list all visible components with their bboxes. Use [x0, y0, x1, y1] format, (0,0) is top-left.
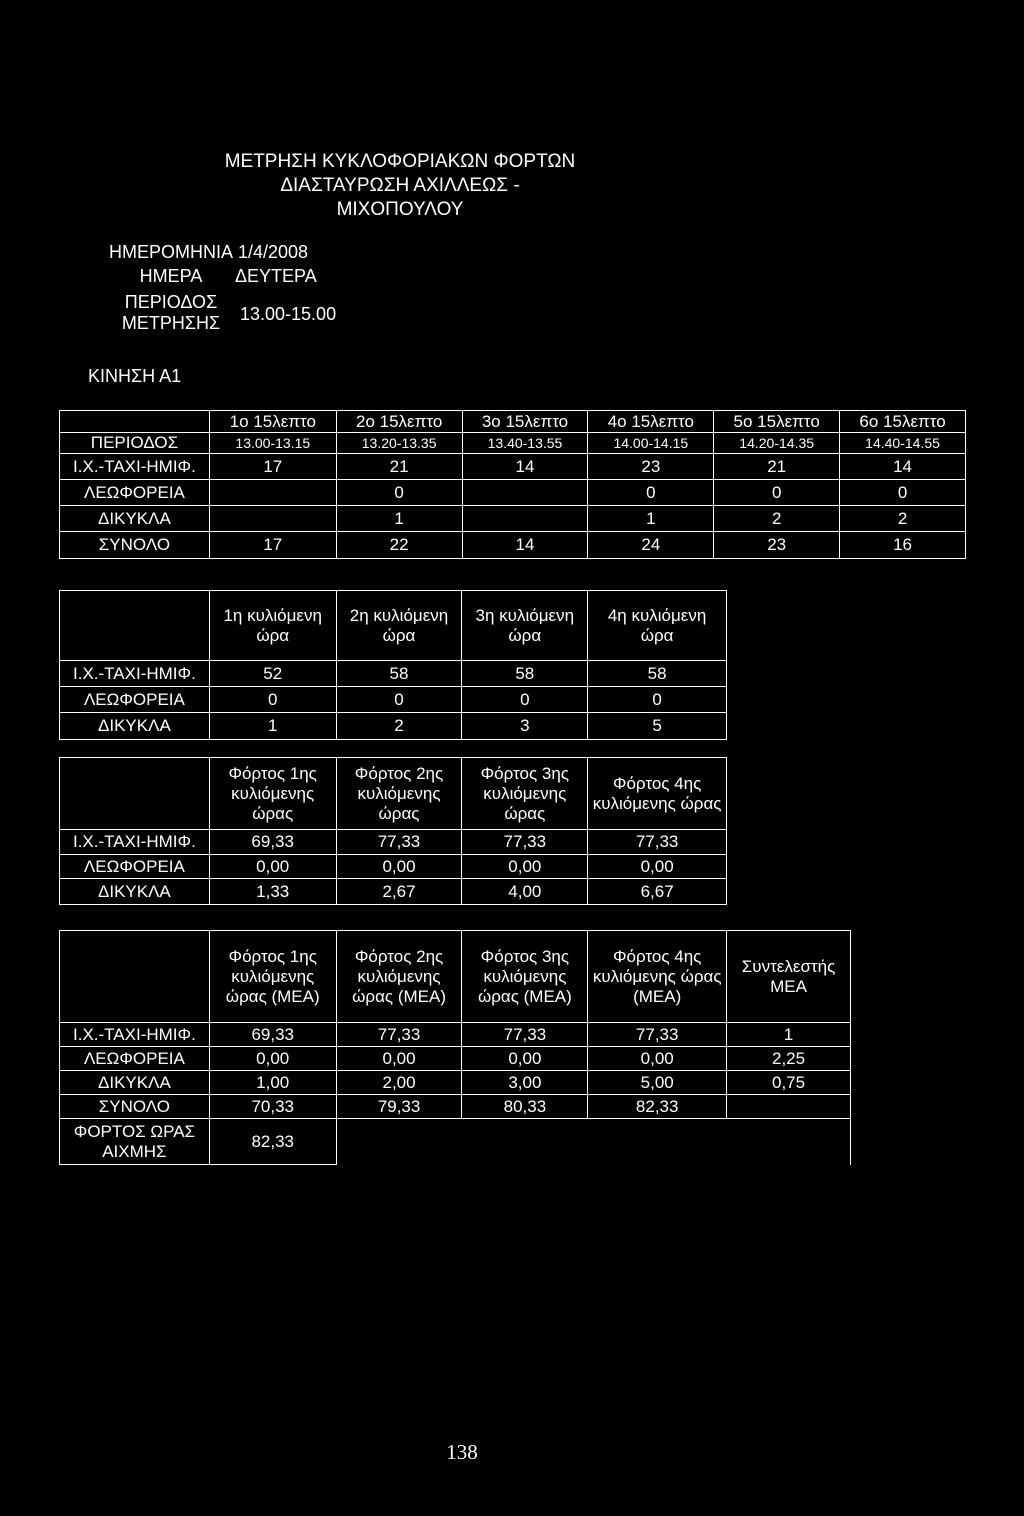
table3-header: Φόρτος 1ης κυλιόμενης ώρας	[209, 758, 336, 830]
table1-header: 2ο 15λεπτο	[336, 411, 462, 433]
table1-period-row: ΠΕΡΙΟΔΟΣ 13.00-13.15 13.20-13.35 13.40-13.55 14.00-14.15 14.20-14.35 14.40-14.55	[60, 433, 966, 454]
table-row: ΔΙΚΥΚΛΑ 1,00 2,00 3,00 5,00 0,75	[60, 1071, 851, 1095]
table-row: Ι.Χ.-ΤΑΧΙ-ΗΜΙΦ. 52 58 58 58	[60, 661, 727, 687]
date-value: 1/4/2008	[238, 242, 309, 262]
period-value: 13.00-15.00	[240, 304, 337, 324]
table1-header: 1ο 15λεπτο	[209, 411, 336, 433]
date-label: ΗΜΕΡΟΜΗΝΙΑ	[108, 242, 233, 262]
table-row: Ι.Χ.-ΤΑΧΙ-ΗΜΙΦ. 69,33 77,33 77,33 77,33	[60, 830, 727, 855]
page-number: 138	[446, 1440, 478, 1464]
table3-header: Φόρτος 2ης κυλιόμενης ώρας	[336, 758, 462, 830]
peak-hour-label: ΦΟΡΤΟΣ ΩΡΑΣ ΑΙΧΜΗΣ	[60, 1119, 210, 1165]
day-value: ΔΕΥΤΕΡΑ	[235, 266, 317, 286]
peak-hour-value: 82,33	[209, 1119, 336, 1165]
table2-header: 4η κυλιόμενη ώρα	[588, 591, 727, 661]
table4-header: Φόρτος 2ης κυλιόμενης ώρας (ΜΕΑ)	[336, 931, 462, 1023]
table-row: ΔΙΚΥΚΛΑ 1,33 2,67 4,00 6,67	[60, 879, 727, 905]
table2-header-corner	[60, 591, 210, 661]
table-row: ΛΕΩΦΟΡΕΙΑ 0,00 0,00 0,00 0,00 2,25	[60, 1047, 851, 1071]
table2-header: 1η κυλιόμενη ώρα	[209, 591, 336, 661]
table4-header: Φόρτος 4ης κυλιόμενης ώρας (ΜΕΑ)	[588, 931, 727, 1023]
table3-header: Φόρτος 3ης κυλιόμενης ώρας	[462, 758, 588, 830]
table3-header-row	[60, 758, 727, 830]
peak-hour-row	[60, 1119, 851, 1165]
table4-header-corner	[60, 931, 210, 1023]
table1-header: 3ο 15λεπτο	[462, 411, 588, 433]
table2-header: 2η κυλιόμενη ώρα	[336, 591, 462, 661]
title-line-1: ΜΕΤΡΗΣΗ ΚΥΚΛΟΦΟΡΙΑΚΩΝ ΦΟΡΤΩΝ	[224, 151, 576, 172]
rolling-hour-counts-table	[59, 590, 727, 740]
rolling-hour-loads-table	[59, 757, 727, 905]
table-row: ΛΕΩΦΟΡΕΙΑ 0 0 0 0	[60, 480, 966, 506]
table-row: ΛΕΩΦΟΡΕΙΑ 0 0 0 0	[60, 687, 727, 713]
table4-header: Φόρτος 1ης κυλιόμενης ώρας (ΜΕΑ)	[209, 931, 336, 1023]
table4-header: Φόρτος 3ης κυλιόμενης ώρας (ΜΕΑ)	[462, 931, 588, 1023]
title-line-2: ΔΙΑΣΤΑΥΡΩΣΗ ΑΧΙΛΛΕΩΣ -	[280, 175, 520, 196]
table1-header: 6ο 15λεπτο	[840, 411, 966, 433]
table3-header: Φόρτος 4ης κυλιόμενης ώρας	[588, 758, 727, 830]
movement-label: ΚΙΝΗΣΗ Α1	[88, 366, 182, 386]
table4-header: Συντελεστής ΜΕΑ	[727, 931, 851, 1023]
table-row: ΛΕΩΦΟΡΕΙΑ 0,00 0,00 0,00 0,00	[60, 855, 727, 879]
table1-header: 5ο 15λεπτο	[714, 411, 840, 433]
table2-header: 3η κυλιόμενη ώρα	[462, 591, 588, 661]
table1-header: 4ο 15λεπτο	[588, 411, 714, 433]
table1-header-row	[60, 411, 966, 433]
table-row: Ι.Χ.-ΤΑΧΙ-ΗΜΙΦ. 69,33 77,33 77,33 77,33 1	[60, 1023, 851, 1047]
quarter-hour-counts-table	[59, 410, 966, 559]
table-row: ΣΥΝΟΛΟ 70,33 79,33 80,33 82,33	[60, 1095, 851, 1119]
table-row: Ι.Χ.-ΤΑΧΙ-ΗΜΙΦ. 17 21 14 23 21 14	[60, 454, 966, 480]
table-row: ΣΥΝΟΛΟ 17 22 14 24 23 16	[60, 532, 966, 559]
rolling-hour-pcu-table	[59, 930, 851, 1165]
title-line-3: ΜΙΧΟΠΟΥΛΟΥ	[336, 199, 464, 220]
table3-header-corner	[60, 758, 210, 830]
day-label: ΗΜΕΡΑ	[139, 266, 203, 286]
table-row: ΔΙΚΥΚΛΑ 1 2 3 5	[60, 713, 727, 740]
table4-header-row	[60, 931, 851, 1023]
table-row: ΔΙΚΥΚΛΑ 1 1 2 2	[60, 506, 966, 532]
document-title	[170, 150, 630, 222]
table2-header-row	[60, 591, 727, 661]
period-label: ΠΕΡΙΟΔΟΣ ΜΕΤΡΗΣΗΣ	[121, 292, 221, 333]
table1-header-corner	[60, 411, 210, 433]
